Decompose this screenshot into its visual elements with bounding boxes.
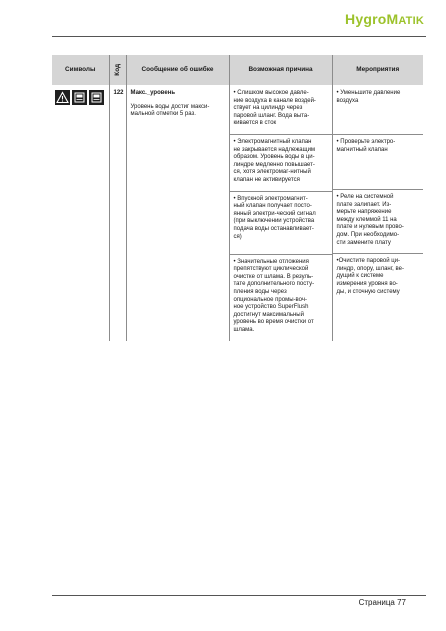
footer-rule [52, 595, 426, 596]
header-message: Сообщение об ошибке [126, 55, 229, 85]
header-code-label: Код [113, 64, 121, 76]
row-divider [230, 134, 332, 135]
header-code [109, 55, 126, 85]
header-rule [52, 36, 426, 37]
cause-item: • Электромагнитный клапан не закрывается надлежащим образом. Уровень воды в ци- линдре медленно повышает- ся, хотя электромаг-нитный клапан не активируется [233, 139, 316, 183]
display-icon [89, 90, 104, 105]
hygromatik-logo [345, 11, 424, 27]
table-header-row [52, 55, 423, 85]
message-body: Уровень воды достиг макси- мальной отметки 5 раз. [130, 103, 210, 118]
cause-item: • Впускной электромагнит- ный клапан получает посто- янный электри-ческий сигнал (при выключении устройства подача воды останавливает- ся) [233, 195, 316, 240]
row-divider [333, 189, 424, 190]
cause-item: • Значительные отложения препятствуют циклической очистке от шлама. В резуль- тате дополнительного посту- пления воды через опциональное промы-воч- ное устройство SuperFlush достигнут максимальный уровень во время очистки от шлама. [233, 258, 315, 333]
warning-triangle-icon [55, 90, 70, 105]
row-divider [230, 254, 332, 255]
action-item: •Очистите паровой ци- линдр, опору, шланг, ве- дущий к системе измерения уровня во- ды, и сточную систему [336, 258, 404, 295]
display-icon [72, 90, 87, 105]
header-symbols: Символы [52, 55, 109, 85]
row-divider [230, 191, 332, 192]
error-table [52, 55, 423, 341]
symbols-cell [52, 88, 109, 341]
cause-item: • Слишком высокое давле- ние воздуха в канале воздей- ствует на цилиндр через паровой шланг. Вода выта- кивается в сток [233, 90, 316, 127]
action-item: • Проверьте электро- магнитный клапан [336, 139, 396, 153]
error-code: 122 [109, 88, 126, 341]
action-cell [332, 88, 423, 341]
table-row [52, 88, 423, 341]
message-title: Макс._уровень [130, 90, 176, 96]
header-action: Мероприятия [332, 55, 423, 85]
cause-cell [229, 88, 332, 341]
row-divider [333, 134, 424, 135]
page-number: Страница 77 [358, 598, 406, 607]
logo-small: ATIK [398, 15, 424, 27]
header-cause: Возможная причина [229, 55, 332, 85]
logo-main: HygroM [345, 11, 399, 27]
action-item: • Реле на системной плате залипает. Из- мерьте напряжение между клеммой 11 на плате и нулевым прово- дом. При необходимо- сти замените плату [336, 194, 404, 246]
row-divider [333, 253, 424, 254]
message-cell [126, 88, 229, 341]
action-item: • Уменьшите давление воздуха [336, 90, 401, 104]
